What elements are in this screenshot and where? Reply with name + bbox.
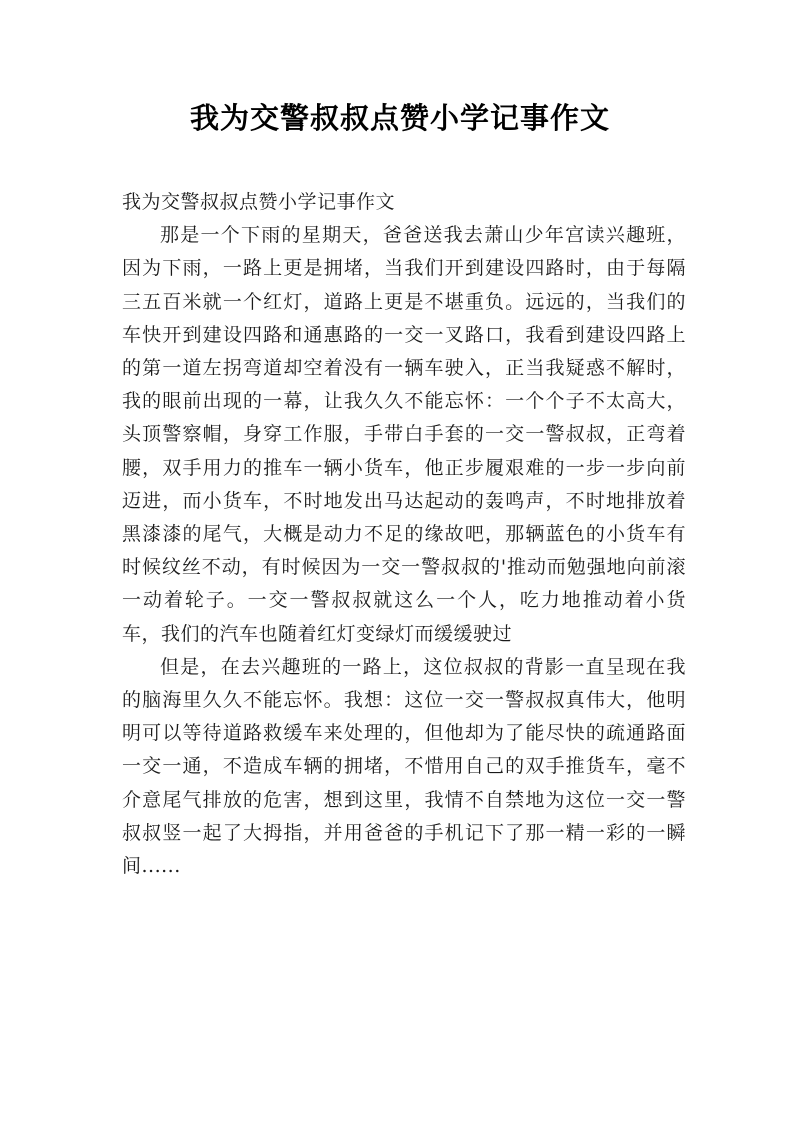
document-body <box>122 186 686 883</box>
paragraph-1: 那是一个下雨的星期天，爸爸送我去萧山少年宫读兴趣班，因为下雨，一路上更是拥堵，当我们开到建设四路时，由于每隔三五百米就一个红灯，道路上更是不堪重负。远远的，当我们的车快开到建设四路和通惠路的一交一叉路口，我看到建设四路上的第一道左拐弯道却空着没有一辆车驶入，正当我疑惑不解时，我的眼前出现的一幕，让我久久不能忘怀：一个个子不太高大，头顶警察帽，身穿工作服，手带白手套的一交一警叔叔，正弯着腰，双手用力的推车一辆小货车，他正步履艰难的一步一步向前迈进，而小货车，不时地发出马达起动的轰鸣声，不时地排放着黑漆漆的尾气，大概是动力不足的缘故吧，那辆蓝色的小货车有时候纹丝不动，有时候因为一交一警叔叔的'推动而勉强地向前滚一动着轮子。一交一警叔叔就这么一个人，吃力地推动着小货车，我们的汽车也随着红灯变绿灯而缓缓驶过 <box>122 224 686 645</box>
document-title: 我为交警叔叔点赞小学记事作文 <box>189 101 610 135</box>
paragraph-2: 但是，在去兴趣班的一路上，这位叔叔的背影一直呈现在我的脑海里久久不能忘怀。我想：这位一交一警叔叔真伟大，他明明可以等待道路救缓车来处理的，但他却为了能尽快的疏通路面一交一通，不造成车辆的拥堵，不惜用自己的双手推货车，毫不介意尾气排放的危害，想到这里，我情不自禁地为这位一交一警叔叔竖一起了大拇指，并用爸爸的手机记下了那一精一彩的一瞬间...... <box>122 655 686 878</box>
document-subtitle: 我为交警叔叔点赞小学记事作文 <box>122 191 396 213</box>
